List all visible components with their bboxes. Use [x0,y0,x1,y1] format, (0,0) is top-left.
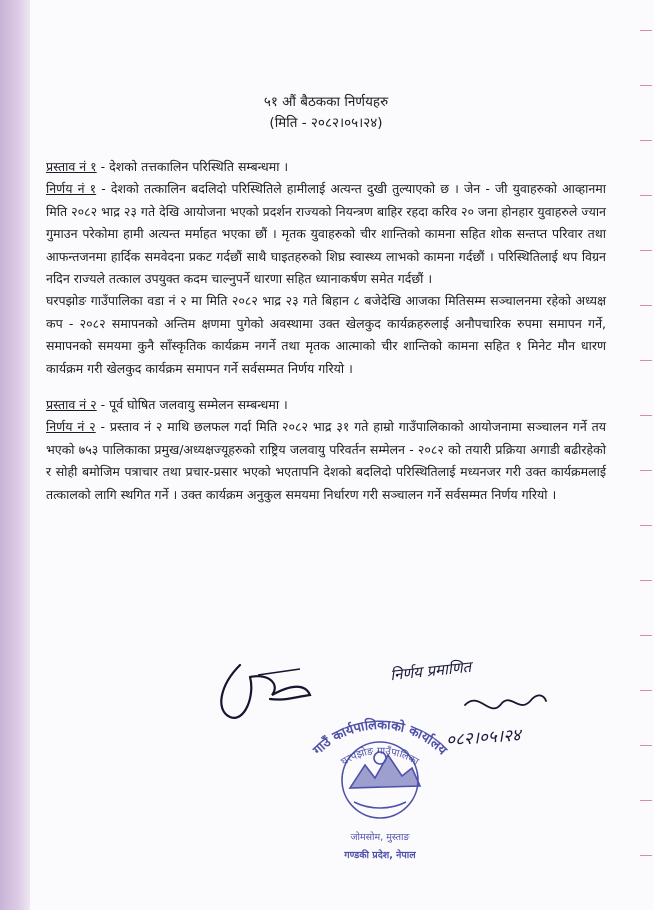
proposal-2-label: प्रस्ताव नं २ [46,397,97,413]
stamp-arc-top: घरपझोङ गाउँपालिका [339,745,421,768]
meeting-title: ५१ औं बैठकका निर्णयहरु [263,94,389,110]
proposal-1-text: - देशको तत्तकालिन परिस्थिति सम्बन्धमा । [96,159,289,174]
proposal-1-label: प्रस्ताव नं १ [46,159,97,174]
decision-1 [46,178,606,290]
binding-margin [0,0,30,910]
decision-1-label: निर्णय नं १ [46,181,97,197]
decision-2 [46,416,606,506]
proposal-1 [46,156,606,178]
decision-1-text: - देशको तत्कालिन बदलिदो परिस्थितिले हामीलाई अत्यन्त दुखी तुल्याएको छ । जेन - जी युवाहरुको आव्हानमा मिति २०८२ भाद्र २३ गते देखि आयोजना भएको प्रदर्शन राज्यको नियन्त्रण बाहिर रहदा करिव २० जना होनहार युवाहरुले ज्यान गुमाउन परेकोमा हामी अत्यन्त मर्माहत भएका छौं । मृतक युवाहरुको चीर शान्तिको कामना सहित शोक सन्तप्त परिवार तथा आफन्तजनमा हार्दिक समवेदना प्रकट गर्दछौं साथै घाइतहरुको शिघ्र स्वास्थ्य लाभको कामना गर्दछौं । परिस्थितिलाई थप विग्रन नदिन राज्यले तत्काल उपयुक्त कदम चाल्नुपर्ने धारणा सहित ध्यानाकर्षण समेत गर्दछौं । [46,181,606,287]
signature-stamp-area [210,655,610,905]
handwritten-date: ०८२।०५।२४ [445,725,522,751]
decision-2-text: - प्रस्ताव नं २ माथि छलफल गर्दा मिति २०८२ भाद्र ३१ गते हाम्रो गाउँपालिकाको आयोजनामा सञ्चालन गर्ने तय भएको ७५३ पालिकाका प्रमुख/अध्यक्षज्यूहरुको राष्ट्रिय जलवायु परिवर्तन सम्मेलन - २०८२ को तयारी प्रक्रिया अगाडी बढीरहेको र सोही बमोजिम पत्राचार तथा प्रचार-प्रसार भएको भएतापनि देशको बदलिदो परिस्थितिलाई मध्यनजर गरी उक्त कार्यक्रमलाई तत्कालको लागि स्थगित गर्ने । उक्त कार्यक्रम अनुकुल समयमा निर्धारण गरी सञ्चालन गर्ने सर्वसम्मत निर्णय गरियो । [46,419,606,502]
stamp-arc-main: गाउँ कार्यपालिकाको कार्यालय [310,717,450,759]
proposal-2 [46,394,606,416]
minutes-document [46,92,606,506]
decision-1-continuation: घरपझोङ गाउँपालिका वडा नं २ मा मिति २०८२ भाद्र २३ गते बिहान ८ बजेदेखि आजका मितिसम्म सञ्चालनमा रहेको अध्यक्ष कप - २०८२ समापनको अन्तिम क्षणमा पुगेको अवस्थामा उक्त खेलकुद कार्यक्रहरुलाई अनौपचारिक रुपमा समापन गर्ने, समापनको समयमा कुनै साँस्कृतिक कार्यक्रम नगर्ने तथा मृतक आत्माको चीर शान्तिको कामना सहित १ मिनेट मौन धारण कार्यक्रम गरी खेलकुद कार्यक्रम समापन गर्ने सर्वसम्मत निर्णय गरियो । [46,293,606,376]
signature-note: निर्णय प्रमाणित [389,657,472,685]
stamp-place: जोमसोम, मुस्ताङ [350,832,410,843]
office-stamp [280,710,480,880]
decision-2-label: निर्णय नं २ [46,419,96,435]
proposal-2-text: - पूर्व घोषित जलवायु सम्मेलन सम्बन्धमा । [96,397,288,413]
page-edge-marks [636,0,654,910]
meeting-date: (मिति - २०८२।०५।२४) [269,115,383,131]
stamp-province: गण्डकी प्रदेश, नेपाल [344,850,416,861]
